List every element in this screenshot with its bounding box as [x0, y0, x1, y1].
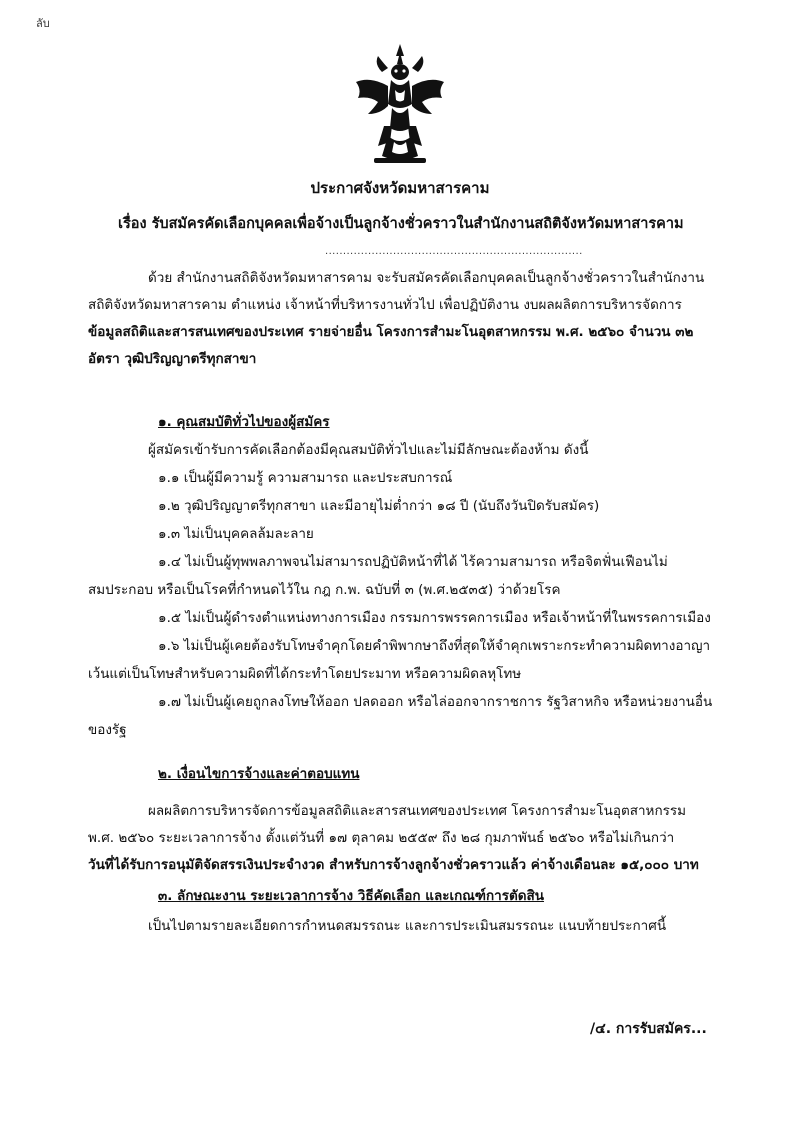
section-2-heading: ๒. เงื่อนไขการจ้างและค่าตอบแทน [158, 766, 360, 782]
announcement-title: ประกาศจังหวัดมหาสารคาม [310, 179, 490, 197]
section-1-heading: ๑. คุณสมบัติทั่วไปของผู้สมัคร [158, 414, 330, 430]
section-1-item-4-cont: สมประกอบ หรือเป็นโรคที่กำหนดไว้ใน กฎ ก.พ. ฉบับที่ ๓ (พ.ศ.๒๕๓๕) ว่าด้วยโรค [88, 582, 561, 598]
section-2-line-2: พ.ศ. ๒๕๖๐ ระยะเวลาการจ้าง ตั้งแต่วันที่ ๑๗ ตุลาคม ๒๕๕๙ ถึง ๒๘ กุมภาพันธ์ ๒๕๖๐ หรือไม่เกินกว่า [88, 830, 675, 846]
continuation-note: /๔. การรับสมัคร... [590, 1021, 707, 1037]
section-3-heading: ๓. ลักษณะงาน ระยะเวลาการจ้าง วิธีคัดเลือก และเกณฑ์การตัดสิน [158, 888, 545, 904]
garuda-emblem [348, 42, 452, 168]
intro-line-1: ด้วย สำนักงานสถิติจังหวัดมหาสารคาม จะรับสมัครคัดเลือกบุคคลเป็นลูกจ้างชั่วคราวในสำนักงาน [148, 270, 705, 286]
section-2-line-1: ผลผลิตการบริหารจัดการข้อมูลสถิติและสารสนเทศของประเทศ โครงการสำมะโนอุตสาหกรรม [148, 803, 687, 819]
section-2-line-3: วันที่ได้รับการอนุมัติจัดสรรเงินประจำงวด สำหรับการจ้างลูกจ้างชั่วคราวแล้ว ค่าจ้างเดือนละ ๑๕,๐๐๐ บาท [88, 857, 699, 873]
intro-line-4: อัตรา วุฒิปริญญาตรีทุกสาขา [88, 351, 257, 367]
section-1-lead: ผู้สมัครเข้ารับการคัดเลือกต้องมีคุณสมบัติทั่วไปและไม่มีลักษณะต้องห้าม ดังนี้ [148, 442, 589, 458]
title-divider: ........................................................................ [325, 246, 583, 257]
section-1-item-2: ๑.๒ วุฒิปริญญาตรีทุกสาขา และมีอายุไม่ต่ำกว่า ๑๘ ปี (นับถึงวันปิดรับสมัคร) [158, 498, 600, 514]
intro-line-2: สถิติจังหวัดมหาสารคาม ตำแหน่ง เจ้าหน้าที่บริหารงานทั่วไป เพื่อปฏิบัติงาน งบผลผลิตการบริหารจัดการ [88, 297, 682, 313]
section-1-item-6-cont: เว้นแต่เป็นโทษสำหรับความผิดที่ได้กระทำโดยประมาท หรือความผิดลหุโทษ [88, 666, 522, 682]
section-1-item-6: ๑.๖ ไม่เป็นผู้เคยต้องรับโทษจำคุกโดยคำพิพากษาถึงที่สุดให้จำคุกเพราะกระทำความผิดทางอาญา [158, 638, 711, 654]
intro-line-3: ข้อมูลสถิติและสารสนเทศของประเทศ รายจ่ายอื่น โครงการสำมะโนอุตสาหกรรม พ.ศ. ๒๕๖๐ จำนวน ๓๒ [88, 324, 694, 340]
section-1-item-5: ๑.๕ ไม่เป็นผู้ดำรงตำแหน่งทางการเมือง กรรมการพรรคการเมือง หรือเจ้าหน้าที่ในพรรคการเมือง [158, 610, 711, 626]
section-1-item-7: ๑.๗ ไม่เป็นผู้เคยถูกลงโทษให้ออก ปลดออก หรือไล่ออกจากราชการ รัฐวิสาหกิจ หรือหน่วยงานอื่น [158, 694, 713, 710]
section-1-item-3: ๑.๓ ไม่เป็นบุคคลล้มละลาย [158, 526, 314, 542]
section-1-item-1: ๑.๑ เป็นผู้มีความรู้ ความสามารถ และประสบการณ์ [158, 470, 453, 486]
corner-mark: ลับ [36, 17, 50, 30]
section-3-line-1: เป็นไปตามรายละเอียดการกำหนดสมรรถนะ และการประเมินสมรรถนะ แนบท้ายประกาศนี้ [148, 918, 667, 934]
section-1-item-4: ๑.๔ ไม่เป็นผู้ทุพพลภาพจนไม่สามารถปฏิบัติหน้าที่ได้ ไร้ความสามารถ หรือจิตฟั่นเฟือนไม่ [158, 554, 668, 570]
announcement-subject: เรื่อง รับสมัครคัดเลือกบุคคลเพื่อจ้างเป็นลูกจ้างชั่วคราวในสำนักงานสถิติจังหวัดมหาสารคาม [118, 216, 684, 232]
section-1-item-7-cont: ของรัฐ [88, 722, 127, 738]
